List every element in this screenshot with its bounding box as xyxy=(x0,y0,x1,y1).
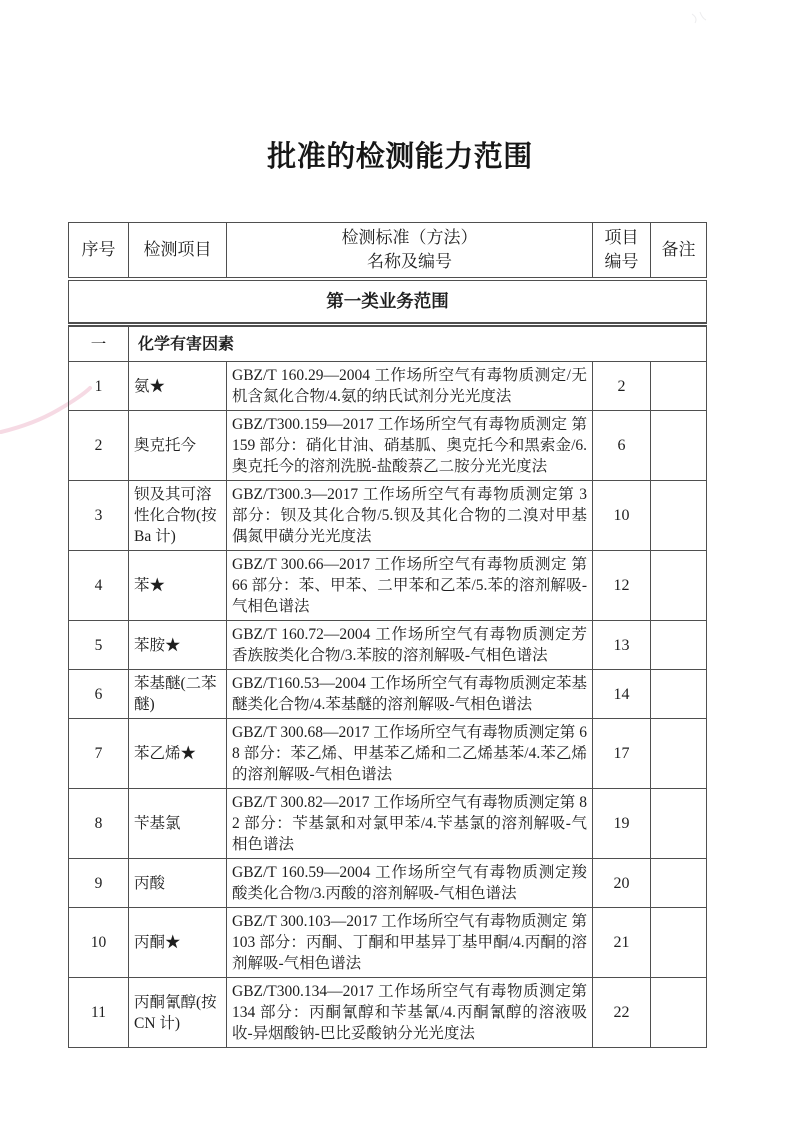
table-row xyxy=(69,621,707,670)
row-standard: GBZ/T 300.68—2017 工作场所空气有毒物质测定第 68 部分：苯乙烯、甲基苯乙烯和二乙烯基苯/4.苯乙烯的溶剂解吸-气相色谱法 xyxy=(227,719,593,789)
row-project-no: 6 xyxy=(593,411,651,481)
row-remark xyxy=(651,789,707,859)
row-project-no: 14 xyxy=(593,670,651,719)
row-project-no: 13 xyxy=(593,621,651,670)
row-standard: GBZ/T 160.59—2004 工作场所空气有毒物质测定羧酸类化合物/3.丙酸的溶剂解吸-气相色谱法 xyxy=(227,859,593,908)
row-seq: 5 xyxy=(69,621,129,670)
row-remark xyxy=(651,551,707,621)
col-header-standard xyxy=(227,223,593,280)
row-standard: GBZ/T 300.82—2017 工作场所空气有毒物质测定第 82 部分：苄基氯和对氯甲苯/4.苄基氯的溶剂解吸-气相色谱法 xyxy=(227,789,593,859)
row-seq: 8 xyxy=(69,789,129,859)
row-standard: GBZ/T160.53—2004 工作场所空气有毒物质测定苯基醚类化合物/4.苯基醚的溶剂解吸-气相色谱法 xyxy=(227,670,593,719)
row-project-no: 12 xyxy=(593,551,651,621)
row-item: 丙酮氰醇(按 CN 计) xyxy=(129,978,227,1048)
row-standard: GBZ/T 160.72—2004 工作场所空气有毒物质测定芳香族胺类化合物/3.苯胺的溶剂解吸-气相色谱法 xyxy=(227,621,593,670)
row-remark xyxy=(651,978,707,1048)
table-row xyxy=(69,978,707,1048)
row-remark xyxy=(651,621,707,670)
row-remark xyxy=(651,908,707,978)
col-header-project-no xyxy=(593,223,651,280)
row-seq: 3 xyxy=(69,481,129,551)
row-item: 丙酮★ xyxy=(129,908,227,978)
table-row xyxy=(69,908,707,978)
row-project-no: 22 xyxy=(593,978,651,1048)
row-item: 苄基氯 xyxy=(129,789,227,859)
row-standard: GBZ/T300.3—2017 工作场所空气有毒物质测定第 3 部分：钡及其化合物/5.钡及其化合物的二溴对甲基偶氮甲磺分光光度法 xyxy=(227,481,593,551)
col-header-seq: 序号 xyxy=(69,223,129,280)
table-row xyxy=(69,551,707,621)
row-item: 丙酸 xyxy=(129,859,227,908)
col-header-standard-line2: 名称及编号 xyxy=(367,252,452,271)
row-item: 苯★ xyxy=(129,551,227,621)
row-remark xyxy=(651,481,707,551)
table-row xyxy=(69,481,707,551)
category-seq: 一 xyxy=(69,325,129,362)
row-item: 奥克托今 xyxy=(129,411,227,481)
table-row xyxy=(69,362,707,411)
table-row xyxy=(69,670,707,719)
header-row xyxy=(69,223,707,280)
row-item: 氨★ xyxy=(129,362,227,411)
row-standard: GBZ/T300.134—2017 工作场所空气有毒物质测定第 134 部分：丙酮氰醇和苄基氰/4.丙酮氰醇的溶液吸收-异烟酸钠-巴比妥酸钠分光光度法 xyxy=(227,978,593,1048)
row-remark xyxy=(651,411,707,481)
row-remark xyxy=(651,362,707,411)
row-project-no: 21 xyxy=(593,908,651,978)
row-project-no: 2 xyxy=(593,362,651,411)
row-item: 苯乙烯★ xyxy=(129,719,227,789)
row-standard: GBZ/T 160.29—2004 工作场所空气有毒物质测定/无机含氮化合物/4.氨的纳氏试剂分光光度法 xyxy=(227,362,593,411)
category-name: 化学有害因素 xyxy=(129,325,707,362)
row-item: 苯基醚(二苯醚) xyxy=(129,670,227,719)
row-project-no: 19 xyxy=(593,789,651,859)
row-item: 钡及其可溶性化合物(按 Ba 计) xyxy=(129,481,227,551)
row-seq: 6 xyxy=(69,670,129,719)
page-title: 批准的检测能力范围 xyxy=(267,141,533,173)
testing-capability-table xyxy=(68,222,707,1048)
col-header-remark: 备注 xyxy=(651,223,707,280)
row-seq: 4 xyxy=(69,551,129,621)
col-header-project-no-line1: 项目 xyxy=(604,228,639,247)
row-seq: 7 xyxy=(69,719,129,789)
row-seq: 9 xyxy=(69,859,129,908)
col-header-item: 检测项目 xyxy=(129,223,227,280)
row-standard: GBZ/T 300.103—2017 工作场所空气有毒物质测定 第 103 部分：丙酮、丁酮和甲基异丁基甲酮/4.丙酮的溶剂解吸-气相色谱法 xyxy=(227,908,593,978)
table-row xyxy=(69,859,707,908)
col-header-project-no-line2: 编号 xyxy=(604,252,639,271)
row-item: 苯胺★ xyxy=(129,621,227,670)
row-project-no: 17 xyxy=(593,719,651,789)
row-remark xyxy=(651,859,707,908)
row-seq: 1 xyxy=(69,362,129,411)
table-row xyxy=(69,411,707,481)
row-remark xyxy=(651,670,707,719)
row-seq: 11 xyxy=(69,978,129,1048)
row-standard: GBZ/T 300.66—2017 工作场所空气有毒物质测定 第 66 部分：苯、甲苯、二甲苯和乙苯/5.苯的溶剂解吸-气相色谱法 xyxy=(227,551,593,621)
row-seq: 2 xyxy=(69,411,129,481)
section-title: 第一类业务范围 xyxy=(69,279,707,325)
col-header-standard-line1: 检测标准（方法） xyxy=(341,228,478,247)
row-project-no: 10 xyxy=(593,481,651,551)
category-row xyxy=(69,325,707,362)
scan-smudge xyxy=(688,8,734,38)
row-standard: GBZ/T300.159—2017 工作场所空气有毒物质测定 第 159 部分：硝化甘油、硝基胍、奥克托今和黑索金/6.奥克托今的溶剂洗脱-盐酸萘乙二胺分光光度法 xyxy=(227,411,593,481)
table-row xyxy=(69,719,707,789)
section-row xyxy=(69,279,707,325)
table-row xyxy=(69,789,707,859)
row-seq: 10 xyxy=(69,908,129,978)
row-remark xyxy=(651,719,707,789)
row-project-no: 20 xyxy=(593,859,651,908)
